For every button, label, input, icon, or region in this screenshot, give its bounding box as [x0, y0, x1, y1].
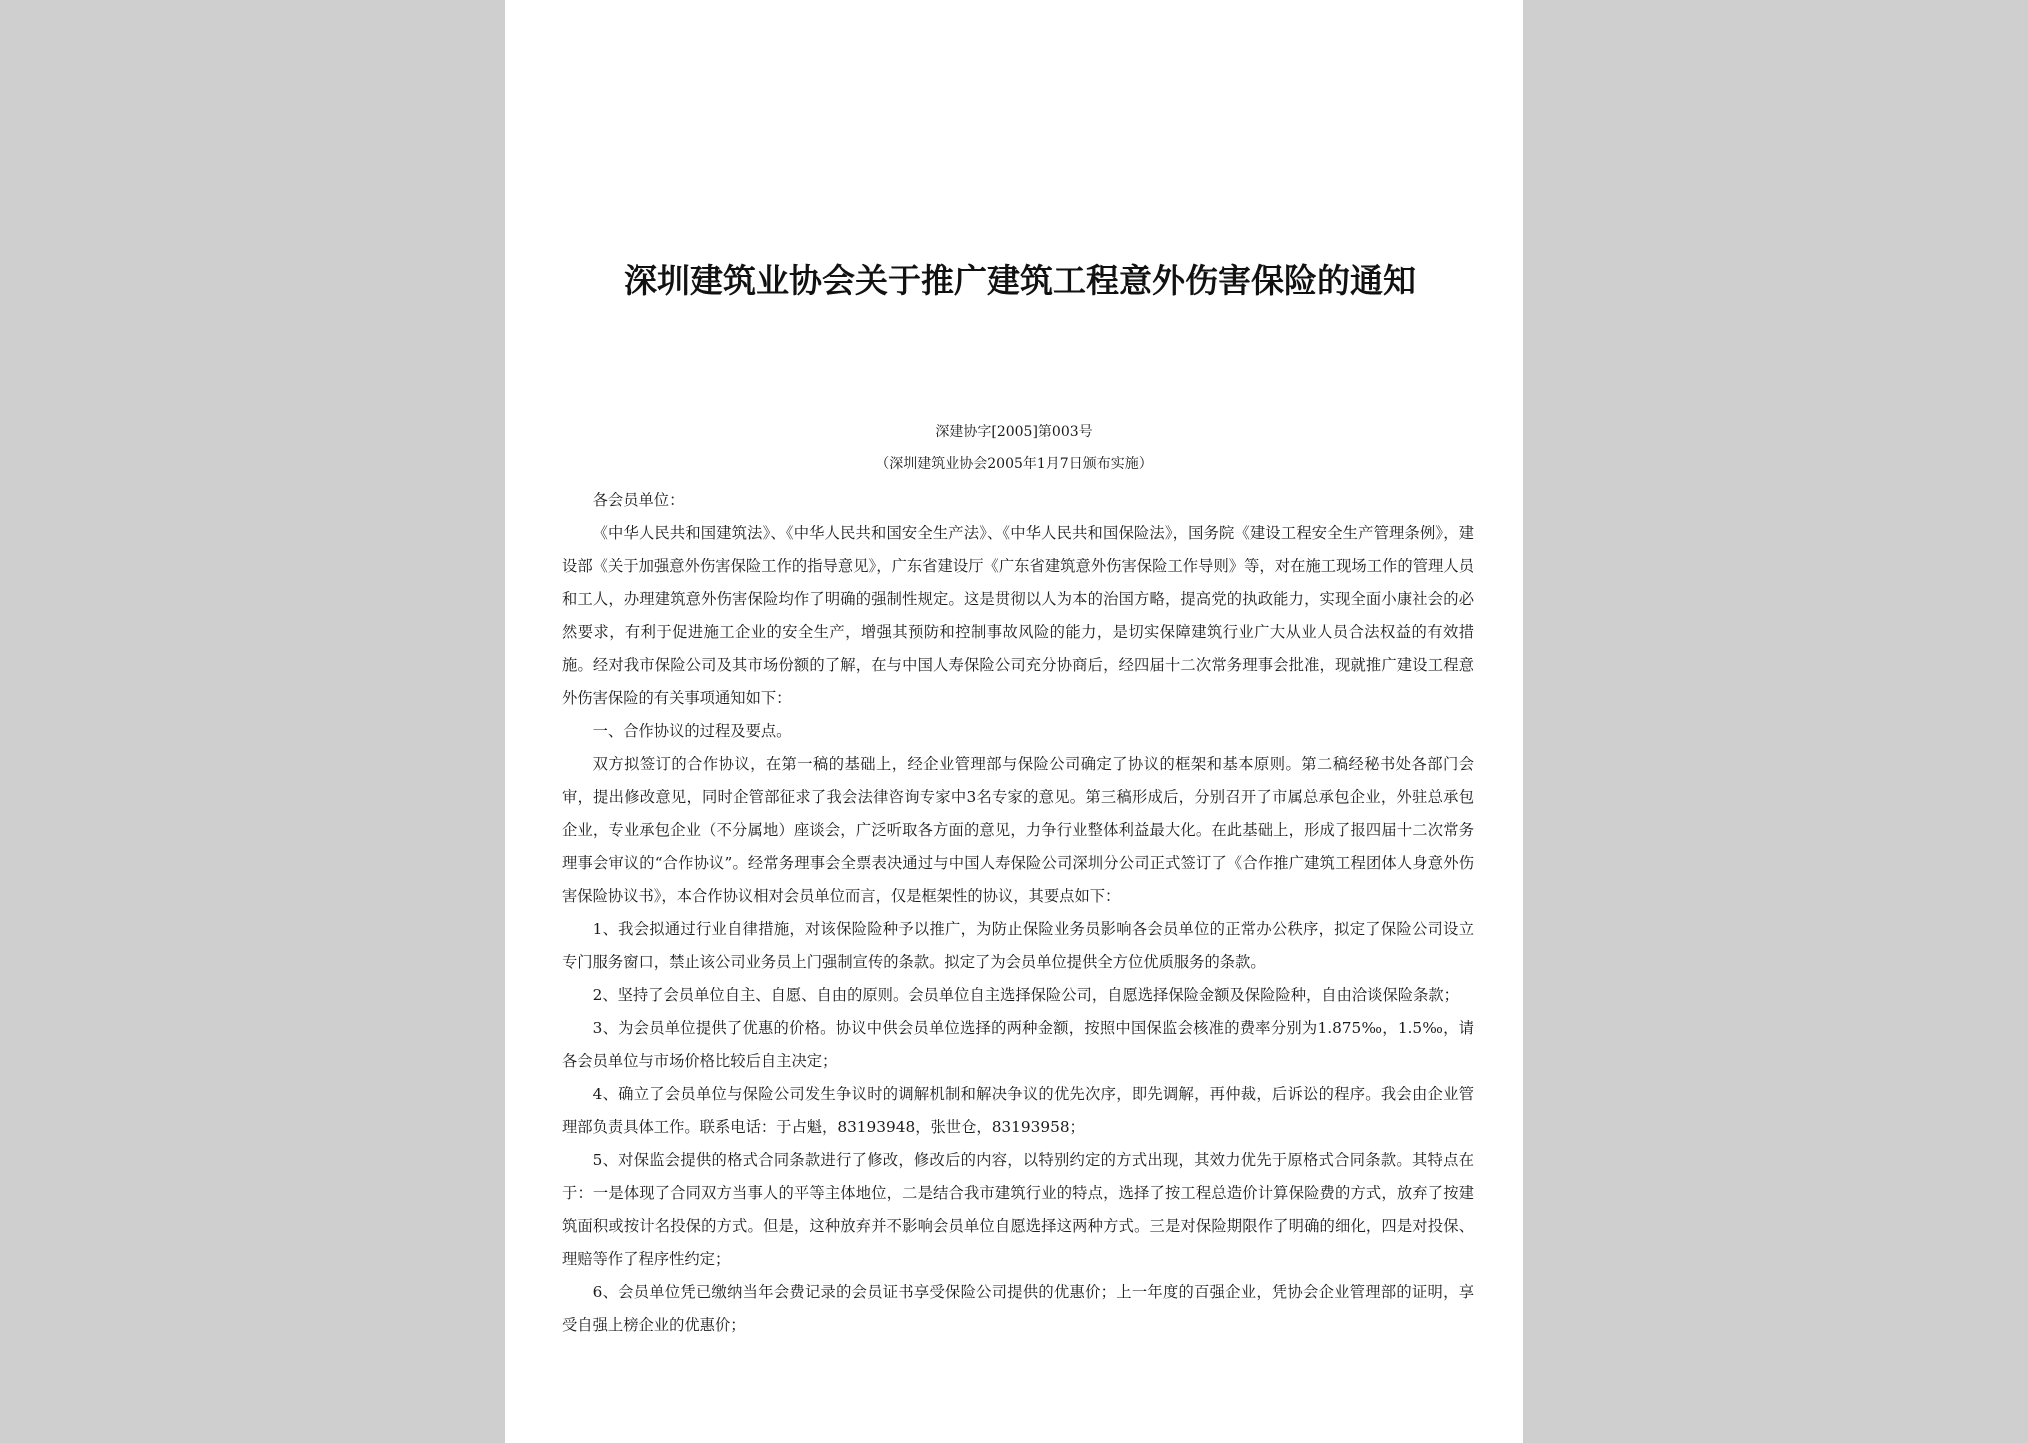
document-page	[505, 0, 1523, 1443]
paragraph-process: 双方拟签订的合作协议，在第一稿的基础上，经企业管理部与保险公司确定了协议的框架和基本原则。第二稿经秘书处各部门会审，提出修改意见，同时企管部征求了我会法律咨询专家中3名专家的意见。第三稿形成后，分别召开了市属总承包企业，外驻总承包企业，专业承包企业（不分属地）座谈会，广泛听取各方面的意见，力争行业整体利益最大化。在此基础上，形成了报四届十二次常务理事会审议的“合作协议”。经常务理事会全票表决通过与中国人寿保险公司深圳分公司正式签订了《合作推广建筑工程团体人身意外伤害保险协议书》，本合作协议相对会员单位而言，仅是框架性的协议，其要点如下：	[562, 755, 1474, 905]
section-heading: 一、合作协议的过程及要点。	[592, 722, 792, 740]
issue-note: （深圳建筑业协会2005年1月7日颁布实施）	[875, 456, 1153, 472]
list-item-6: 6、会员单位凭已缴纳当年会费记录的会员证书享受保险公司提供的优惠价；上一年度的百强企业，凭协会企业管理部的证明，享受自强上榜企业的优惠价；	[562, 1283, 1474, 1334]
paragraph-intro: 《中华人民共和国建筑法》、《中华人民共和国安全生产法》、《中华人民共和国保险法》，国务院《建设工程安全生产管理条例》，建设部《关于加强意外伤害保险工作的指导意见》，广东省建设厅《广东省建筑意外伤害保险工作导则》等，对在施工现场工作的管理人员和工人，办理建筑意外伤害保险均作了明确的强制性规定。这是贯彻以人为本的治国方略，提高党的执政能力，实现全面小康社会的必然要求，有利于促进施工企业的安全生产，增强其预防和控制事故风险的能力，是切实保障建筑行业广大从业人员合法权益的有效措施。经对我市保险公司及其市场份额的了解，在与中国人寿保险公司充分协商后，经四届十二次常务理事会批准，现就推广建设工程意外伤害保险的有关事项通知如下：	[562, 524, 1474, 707]
document-body	[562, 484, 1474, 1342]
list-item-3: 3、为会员单位提供了优惠的价格。协议中供会员单位选择的两种金额，按照中国保监会核准的费率分别为1.875‰，1.5‰，请各会员单位与市场价格比较后自主决定；	[562, 1019, 1474, 1070]
document-title: 深圳建筑业协会关于推广建筑工程意外伤害保险的通知	[624, 261, 1416, 300]
list-item-5: 5、对保监会提供的格式合同条款进行了修改，修改后的内容，以特别约定的方式出现，其效力优先于原格式合同条款。其特点在于：一是体现了合同双方当事人的平等主体地位，二是结合我市建筑行业的特点，选择了按工程总造价计算保险费的方式，放弃了按建筑面积或按计名投保的方式。但是，这种放弃并不影响会员单位自愿选择这两种方式。三是对保险期限作了明确的细化，四是对投保、理赔等作了程序性约定；	[562, 1151, 1474, 1268]
list-item-1: 1、我会拟通过行业自律措施，对该保险险种予以推广，为防止保险业务员影响各会员单位的正常办公秩序，拟定了保险公司设立专门服务窗口，禁止该公司业务员上门强制宣传的条款。拟定了为会员单位提供全方位优质服务的条款。	[562, 920, 1474, 971]
salutation: 各会员单位：	[592, 491, 685, 509]
list-item-4: 4、确立了会员单位与保险公司发生争议时的调解机制和解决争议的优先次序，即先调解，再仲裁，后诉讼的程序。我会由企业管理部负责具体工作。联系电话：于占魁，83193948，张世仓，83193958；	[562, 1085, 1474, 1136]
list-item-2: 2、坚持了会员单位自主、自愿、自由的原则。会员单位自主选择保险公司，自愿选择保险金额及保险险种，自由洽谈保险条款；	[592, 986, 1459, 1004]
document-number: 深建协字[2005]第003号	[935, 424, 1093, 440]
